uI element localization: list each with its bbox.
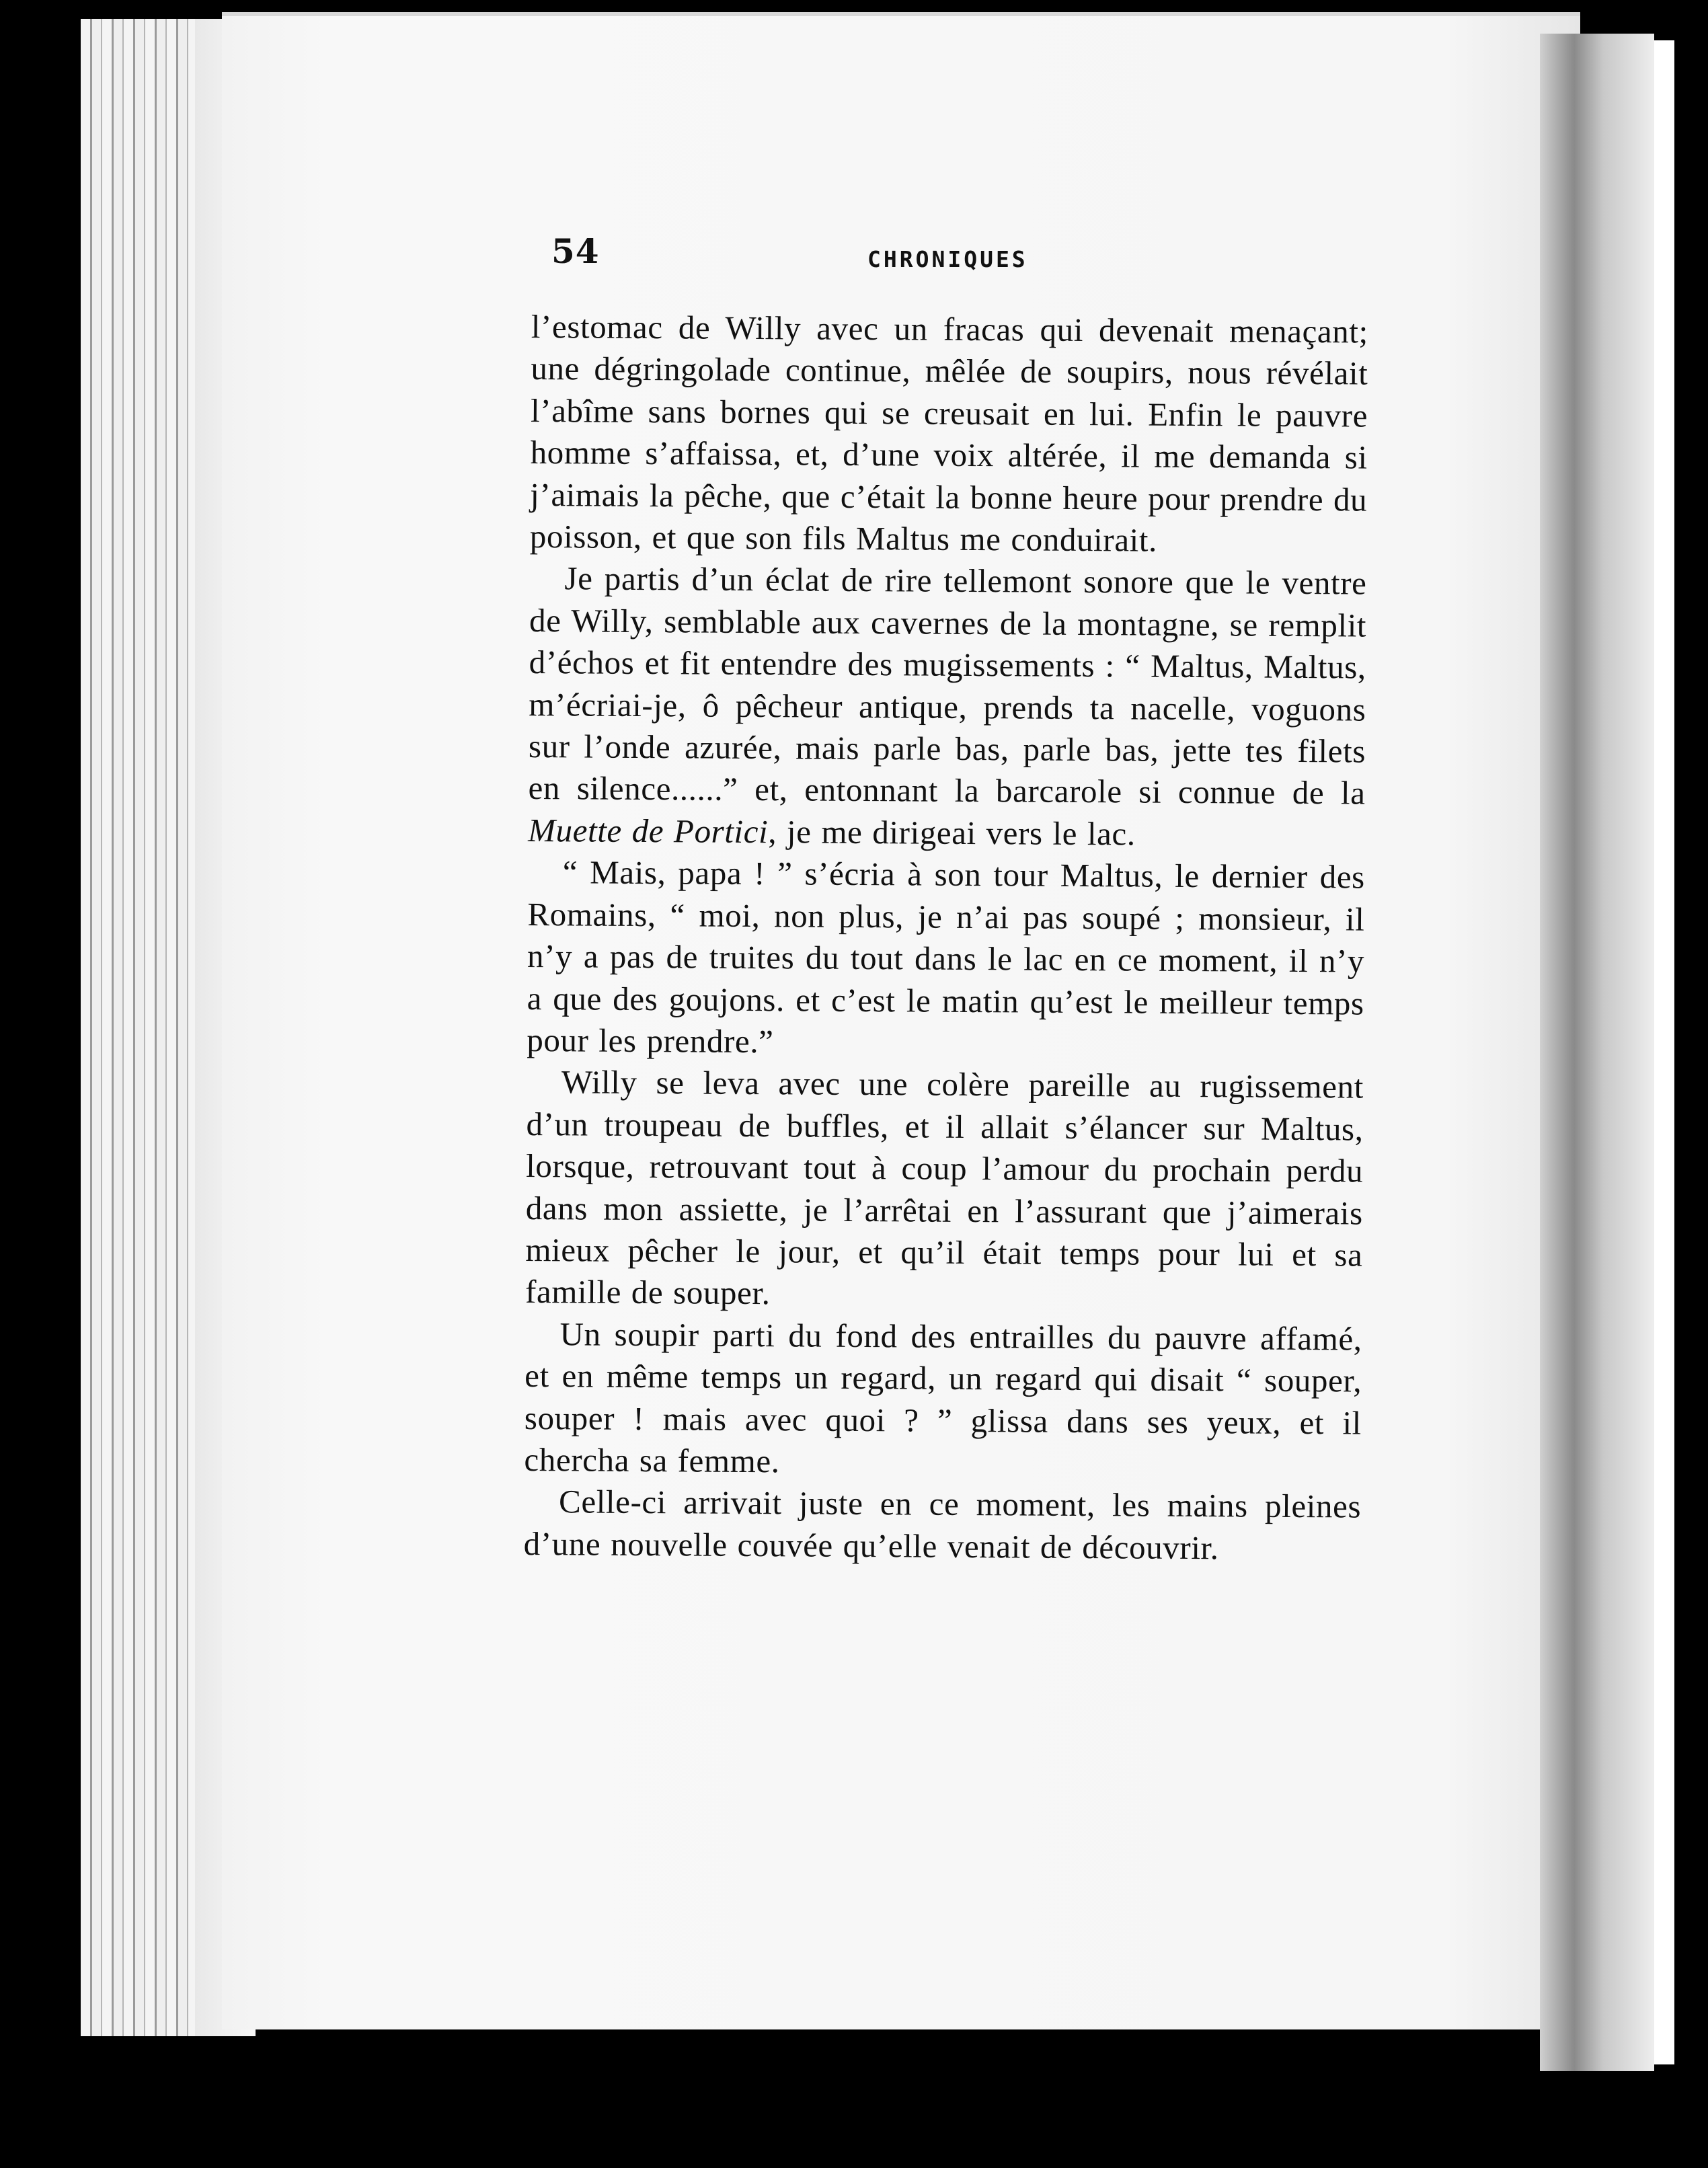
paragraph-2-text: Je partis d’un éclat de rire tellemont sonore que le ventre de Willy, semblable aux cavernes de la montagne, se remplit d’échos et fit entendre des mugissements : “ Maltus, Maltus, m’écriai-je, ô pêcheur antique, prends ta nacelle, voguons sur l’onde azurée, mais parle bas, parle bas, jette tes filets en silence......” et, entonnant la barcarole si connue de la bbox=[528, 559, 1367, 812]
paragraph-5: Un soupir parti du fond des entrailles du pauvre affamé, et en même temps un regard, un regard qui disait “ souper, souper ! mais avec quoi ? ” glissa dans ses yeux, et il chercha sa femme. bbox=[524, 1315, 1362, 1480]
gutter-edge bbox=[1654, 40, 1674, 2064]
body-text bbox=[524, 306, 1368, 1570]
paragraph-1: l’estomac de Willy avec un fracas qui devenait menaçant; une dégringolade continue, mêlée de soupirs, nous révélait l’abîme sans bornes qui se creusait en lui. Enfin le pauvre homme s’affaissa, et, d’une voix altérée, il me demanda si j’aimais la pêche, que c’était la bonne heure pour prendre du poisson, et que son fils Maltus me conduirait. bbox=[529, 307, 1368, 559]
page-number: 54 bbox=[551, 231, 600, 271]
page-header bbox=[551, 231, 1368, 278]
paragraph-2-end: , je me dirigeai vers le lac. bbox=[768, 813, 1136, 853]
paragraph-6: Celle-ci arrivait juste en ce moment, les mains pleines d’une nouvelle couvée qu’elle venait de découvrir. bbox=[523, 1483, 1362, 1567]
running-head: CHRONIQUES bbox=[867, 246, 1028, 272]
paragraph-3: “ Mais, papa ! ” s’écria à son tour Maltus, le dernier des Romains, “ moi, non plus, je n’ai pas soupé ; monsieur, il n’y a pas de truites du tout dans le lac en ce moment, il n’y a que des goujons. et c’est le matin qu’est le meilleur temps pour les prendre.” bbox=[527, 853, 1366, 1060]
paragraph-4: Willy se leva avec une colère pareille au rugissement d’un troupeau de buffles, et il allait s’élancer sur Maltus, lorsque, retrouvant tout à coup l’amour du prochain perdu dans mon assiette, je l’arrêtai en l’assurant que j’aimerais mieux pêcher le jour, et qu’il était temps pour lui et sa famille de souper. bbox=[525, 1063, 1364, 1312]
paragraph-2-title: Muette de Portici bbox=[528, 811, 769, 851]
paragraph-2 bbox=[528, 557, 1367, 856]
binding-gutter bbox=[1540, 34, 1654, 2071]
